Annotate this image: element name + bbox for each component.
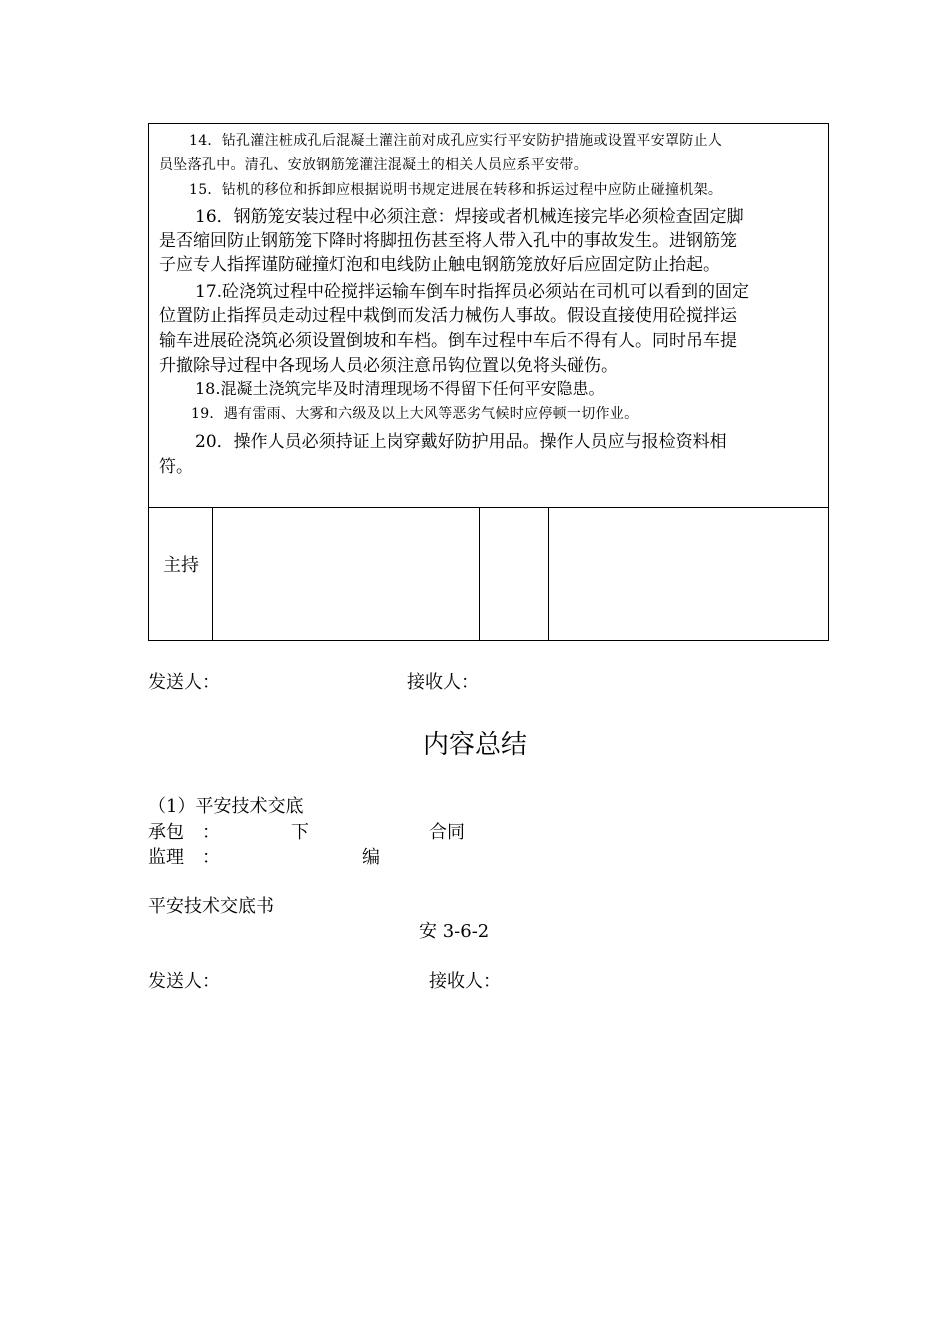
supervisor-mid-text: 编 bbox=[362, 847, 380, 868]
book-title: 平安技术交底书 bbox=[148, 896, 274, 917]
receiver-label-2: 接收人： bbox=[429, 971, 501, 992]
sender-label: 发送人： bbox=[148, 672, 220, 693]
item-16-line-2: 是否缩回防止钢筋笼下降时将脚扭伤甚至将人带入孔中的事故发生。进钢筋笼 bbox=[159, 231, 737, 251]
item-18: 18.混凝土浇筑完毕及时清理现场不得留下任何平安隐患。 bbox=[195, 379, 605, 398]
receiver-label: 接收人： bbox=[407, 672, 479, 693]
cell-divider bbox=[479, 508, 480, 640]
item-19: 19．遇有雷雨、大雾和六级及以上大风等恶劣气候时应停顿一切作业。 bbox=[191, 406, 639, 422]
sender-label-2: 发送人： bbox=[148, 971, 220, 992]
host-label: 主持 bbox=[163, 555, 199, 576]
item-20-line-1: 20．操作人员必须持证上岗穿戴好防护用品。操作人员应与报检资料相 bbox=[195, 432, 727, 452]
document-code: 安 3-6-2 bbox=[419, 921, 490, 942]
item-15: 15．钻机的移位和拆卸应根据说明书规定进展在转移和拆运过程中应防止碰撞机架。 bbox=[189, 182, 723, 198]
disclosure-table bbox=[148, 123, 829, 641]
contract-mid-text: 下 bbox=[291, 822, 309, 843]
cell-divider bbox=[548, 508, 549, 640]
contract-label: 承包 ： bbox=[148, 822, 220, 843]
supervisor-label: 监理 ： bbox=[148, 847, 220, 868]
item-14-line-2: 员坠落孔中。清孔、安放钢筋笼灌注混凝土的相关人员应系平安带。 bbox=[159, 157, 588, 173]
item-20-line-2: 符。 bbox=[159, 457, 193, 477]
cell-divider bbox=[212, 508, 213, 640]
item-17-line-3: 输车进展砼浇筑必须设置倒坡和车档。倒车过程中车后不得有人。同时吊车提 bbox=[159, 331, 737, 351]
summary-heading: （1）平安技术交底 bbox=[148, 796, 304, 817]
summary-title: 内容总结 bbox=[422, 730, 527, 760]
item-16-line-3: 子应专人指挥谨防碰撞灯泡和电线防止触电钢筋笼放好后应固定防止抬起。 bbox=[159, 255, 720, 275]
item-17-line-4: 升撤除导过程中各现场人员必须注意吊钩位置以免将头碰伤。 bbox=[159, 356, 618, 376]
contract-word: 合同 bbox=[429, 822, 465, 843]
safety-items-cell bbox=[149, 124, 828, 508]
item-17-line-1: 17.砼浇筑过程中砼搅拌运输车倒车时指挥员必须站在司机可以看到的固定 bbox=[195, 282, 750, 302]
item-16-line-1: 16．钢筋笼安装过程中必须注意：焊接或者机械连接完毕必须检查固定脚 bbox=[195, 207, 744, 227]
item-17-line-2: 位置防止指挥员走动过程中栽倒而发活力械伤人事故。假设直接使用砼搅拌运 bbox=[159, 306, 737, 326]
signature-row bbox=[149, 508, 828, 640]
item-14-line-1: 14．钻孔灌注桩成孔后混凝土灌注前对成孔应实行平安防护措施或设置平安罩防止人 bbox=[189, 133, 723, 149]
